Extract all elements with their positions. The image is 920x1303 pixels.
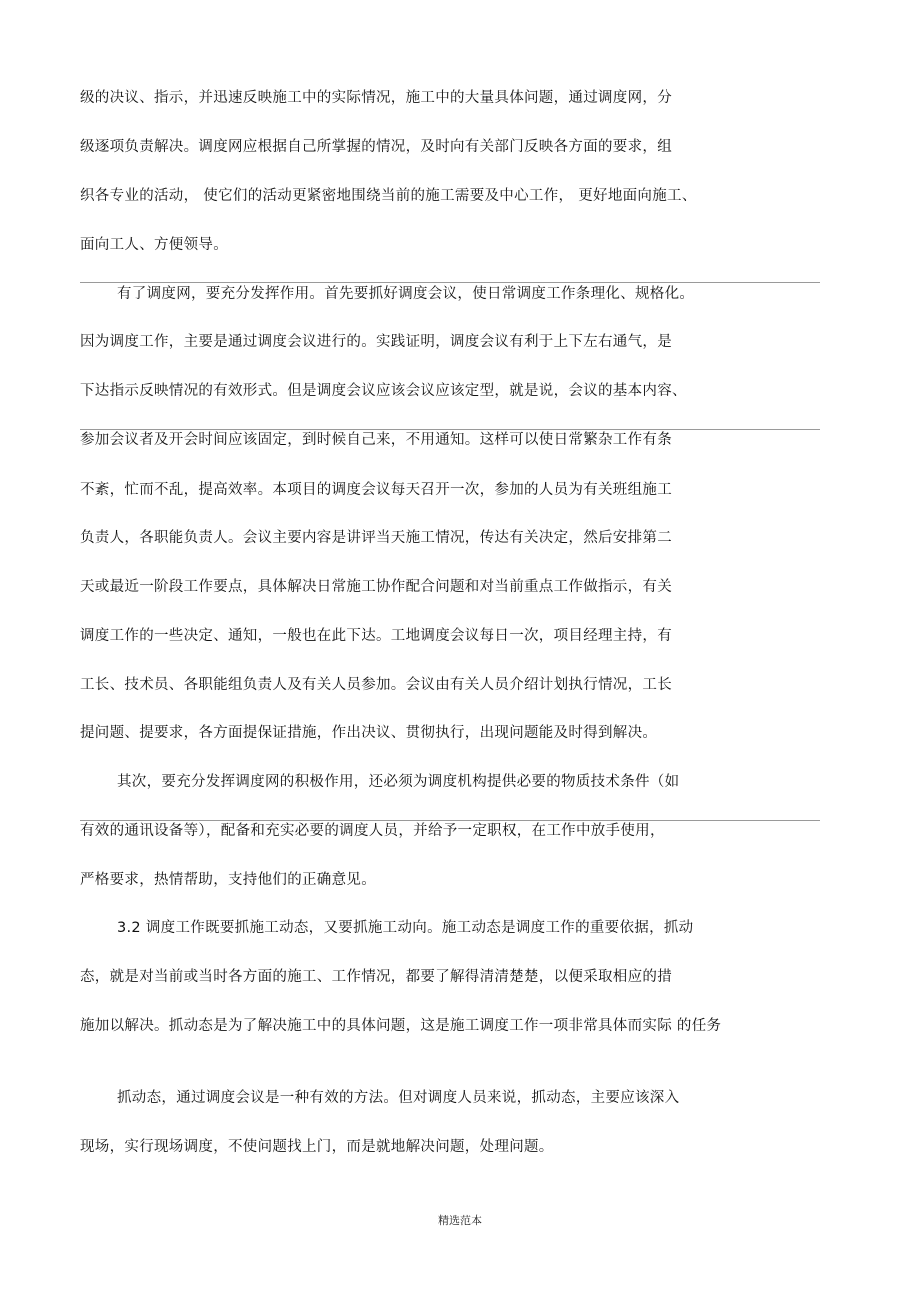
- text-line: 3.2 调度工作既要抓施工动态，又要抓施工动向。施工动态是调度工作的重要依据，抓动: [117, 920, 694, 936]
- text-line: 级逐项负责解决。调度网应根据自己所掌握的情况，及时向有关部门反映各方面的要求，组: [80, 139, 672, 155]
- text-line: 现场，实行现场调度，不使问题找上门，而是就地解决问题，处理问题。: [80, 1139, 554, 1155]
- text-line: 其次，要充分发挥调度网的积极作用，还必须为调度机构提供必要的物质技术条件（如: [117, 774, 680, 790]
- text-line: 有效的通讯设备等），配备和充实必要的调度人员，并给予一定职权，在工作中放手使用，: [80, 823, 665, 839]
- text-line: 天或最近一阶段工作要点，具体解决日常施工协作配合问题和对当前重点工作做指示，有关: [80, 579, 672, 595]
- text-line: 因为调度工作，主要是通过调度会议进行的。实践证明，调度会议有利于上下左右通气，是: [80, 334, 672, 350]
- text-line: 提问题、提要求，各方面提保证措施，作出决议、贯彻执行，出现问题能及时得到解决。: [80, 725, 658, 741]
- text-line: 面向工人、方便领导。: [80, 237, 228, 253]
- text-line: 有了调度网，要充分发挥作用。首先要抓好调度会议，使日常调度工作条理化、规格化。: [117, 286, 695, 302]
- text-line: 严格要求，热情帮助，支持他们的正确意见。: [80, 872, 376, 888]
- text-line: 下达指示反映情况的有效形式。但是调度会议应该会议应该定型，就是说，会议的基本内容、: [80, 383, 687, 399]
- text-line: 不紊，忙而不乱，提高效率。本项目的调度会议每天召开一次，参加的人员为有关班组施工: [80, 482, 672, 498]
- page-footer: 精选范本: [438, 1214, 482, 1227]
- text-line: 织各专业的活动， 使它们的活动更紧密地围绕当前的施工需要及中心工作， 更好地面向施工、: [80, 188, 697, 204]
- divider-line: [80, 282, 820, 283]
- text-line: 抓动态，通过调度会议是一种有效的方法。但对调度人员来说，抓动态，主要应该深入: [117, 1090, 680, 1106]
- text-line: 施加以解决。抓动态是为了解决施工中的具体问题，这是施工调度工作一项非常具体而实际 的任务: [80, 1018, 722, 1034]
- text-line: 参加会议者及开会时间应该固定，到时候自己来，不用通知。这样可以使日常繁杂工作有条: [80, 432, 672, 448]
- text-line: 态，就是对当前或当时各方面的施工、工作情况，都要了解得清清楚楚，以便采取相应的措: [80, 969, 672, 985]
- text-line: 级的决议、指示，并迅速反映施工中的实际情况，施工中的大量具体问题，通过调度网，分: [80, 90, 672, 106]
- text-line: 工长、技术员、各职能组负责人及有关人员参加。会议由有关人员介绍计划执行情况，工长: [80, 677, 672, 693]
- text-line: 调度工作的一些决定、通知，一般也在此下达。工地调度会议每日一次，项目经理主持，有: [80, 628, 672, 644]
- text-line: 负责人，各职能负责人。会议主要内容是讲评当天施工情况，传达有关决定，然后安排第二: [80, 530, 672, 546]
